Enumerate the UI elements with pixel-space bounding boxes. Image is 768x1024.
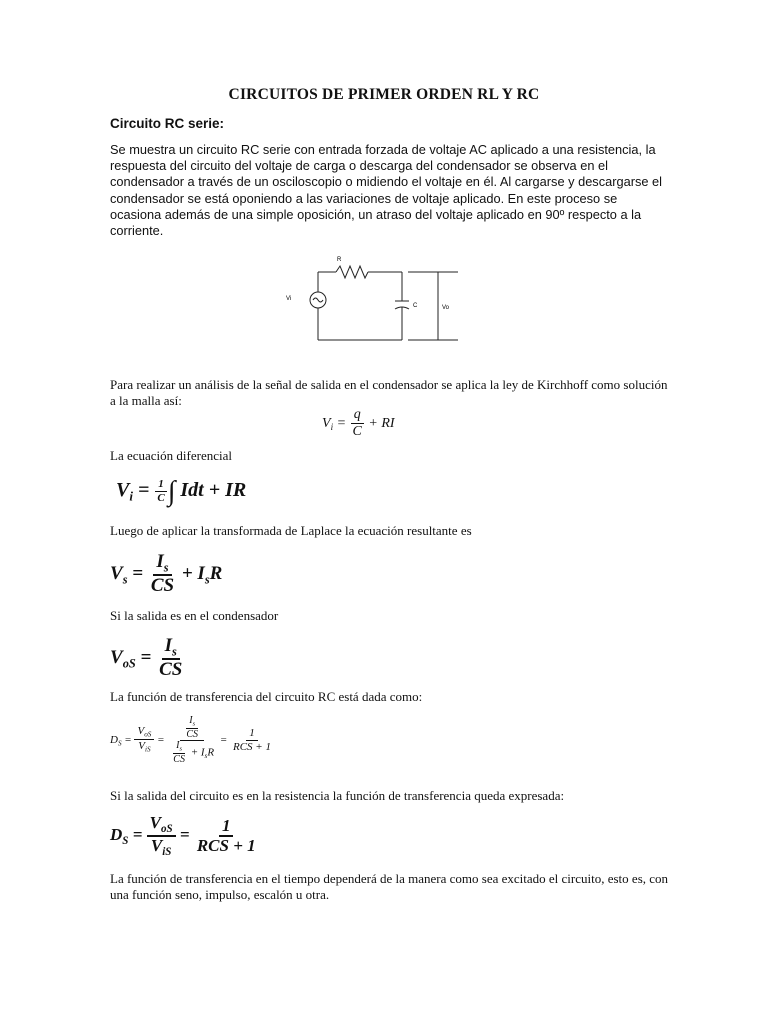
rc-circuit-diagram [280, 252, 470, 347]
input-voltage-label: Vi [286, 296, 292, 302]
capacitor-output-label: Si la salida es en el condensador [110, 608, 279, 623]
capacitor-output-equation: $V_{oS}$ = $\frac{I_s}{CS}$ [110, 635, 183, 681]
resistance-transfer-equation: $D_S$ = $\frac{V_{oS}}{V_{iS}}$ = $\frac{1}{\text{RCS + 1}}$ [110, 813, 256, 859]
laplace-equation: $V_s$ = $\frac{I_s}{CS}$ + $I_sR$ [110, 551, 223, 597]
differential-equation: $V_i$ = $\frac{1}{C}$ ∫ Idt + IR [116, 476, 247, 507]
transfer-function-equation: $D_S$ = $\frac{V_{oS}}{V_{iS}}$ = $\frac{I_s}{CS}$ $\frac{I_s}{CS}$ + $I_sR$ = $\frac{1}{\text{RCS + 1}}$ [110, 715, 271, 766]
transfer-function-label: La función de transferencia del circuito RC está dada como: [110, 689, 423, 704]
kirchhoff-equation: $V_i$ = $\frac{q}{C}$ + RI [322, 407, 395, 439]
closing-paragraph: La función de transferencia en el tiempo dependerá de la manera como sea excitado el circuito, esto es, con una función seno, impulso, escalón u otra. [110, 871, 669, 902]
output-voltage-label: Vo [442, 305, 450, 311]
capacitor-label: C [413, 303, 418, 309]
differential-label: La ecuación diferencial [110, 448, 232, 463]
section-heading: Circuito RC serie: [110, 116, 225, 131]
resistance-output-label: Si la salida del circuito es en la resistencia la función de transferencia queda expresada: [110, 788, 565, 803]
document-title: CIRCUITOS DE PRIMER ORDEN RL Y RC [228, 86, 540, 103]
intro-paragraph: Se muestra un circuito RC serie con entrada forzada de voltaje AC aplicado a una resistencia, la respuesta del circuito del voltaje de carga o descarga del condensador se observa en el condensador a través de un osciloscopio o midiendo el voltaje en él. Al cargarse y descargarse el condensador se está oponiendo a las variaciones de voltaje aplicado. En este proceso se ocasiona además de una simple oposición, un atraso del voltaje aplicado en 90º respecto a la corriente. [110, 142, 663, 239]
kirchhoff-paragraph: Para realizar un análisis de la señal de salida en el condensador se aplica la ley de Kirchhoff como solución a la malla así: [110, 377, 668, 408]
laplace-label: Luego de aplicar la transformada de Laplace la ecuación resultante es [110, 523, 472, 538]
resistor-label: R [337, 257, 342, 263]
